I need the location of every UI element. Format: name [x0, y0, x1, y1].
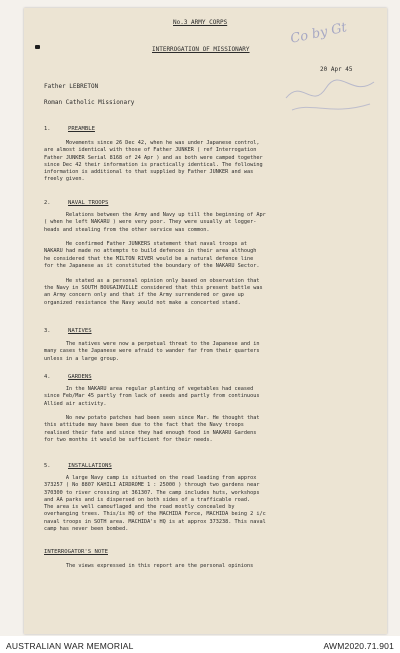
section-heading: NATIVES: [68, 328, 92, 334]
closing-text: The views expressed in this report are the personal opinions: [44, 563, 254, 569]
section-body: In the NAKARU area regular planting of vegetables had ceased since Feb/Mar 45 partly from lack of seeds and partly from continuous Allied air activity. No new potato patches had been seen since Mar. He thought that this attitude may have been due to the fact that the Navy troops realised their fate and since they had enough food in NAKARU Gardens for two months it would be sufficient for their needs.: [44, 386, 260, 444]
section-number: 5.: [44, 463, 51, 469]
document-title: INTERROGATION OF MISSIONARY: [152, 46, 250, 53]
document-page: [24, 8, 387, 634]
section-number: 2.: [44, 200, 51, 206]
section-body: A large Navy camp is situated on the road leading from approx 373257 ( No 8807 KAHILI AIRDROME 1 : 25000 ) through two gardens near 370300 to river crossing at 361307. The camp includes huts, workshops and AA parks and is dispersed on both sides of a trafficable road. The area is well camouflaged and the road mostly concealed by overhanging trees. This/is HQ of the MACHIDA Force, MACHIDA being 2 i/c naval troops in SOTH area. MACHIDA's HQ is at approx 373238. This naval camp has never been bombed.: [44, 475, 266, 533]
section-body: The natives were now a perpetual threat to the Japanese and in many cases the Japanese were afraid to wander far from their quarters unless in a large group.: [44, 341, 260, 362]
section-heading: NAVAL TROOPS: [68, 200, 109, 206]
closing-heading: INTERROGATOR'S NOTE: [44, 549, 108, 555]
handwritten-scribble: [282, 58, 382, 118]
section-number: 1.: [44, 126, 51, 132]
section-number: 4.: [44, 374, 51, 380]
document-date: 20 Apr 45: [320, 66, 353, 73]
section-body: Relations between the Army and Navy up till the beginning of Apr ( when he left NAKARU ) were very poor. They were usually at logger- heads and stealing from the other service was common. He confirmed Father JUNKERS statement that naval troops at NAKARU had made no attempts to build defences in their area although he considered that the MILTON RIVER would be a natural defence line for the Japanese as it constituted the boundary of the NAKARU Sector. He stated as a personal opinion only based on observation that the Navy in SOUTH BOUGAINVILLE considered that this present battle was an Army concern only and that if the Army surrendered or gave up organized resistance the Navy would not make a concerted stand.: [44, 212, 266, 306]
footer-credit: AUSTRALIAN WAR MEMORIAL: [6, 641, 134, 651]
handwritten-note: Co by Gt: [289, 20, 349, 47]
section-heading: GARDENS: [68, 374, 92, 380]
person-role: Roman Catholic Missionary: [44, 99, 135, 106]
person-name: Father LEBRETON: [44, 83, 99, 90]
document-header: No.3 ARMY CORPS: [173, 19, 228, 26]
punch-hole: [35, 45, 40, 49]
section-heading: PREAMBLE: [68, 126, 95, 132]
footer-accession-number: AWM2020.71.901: [323, 641, 394, 651]
section-heading: INSTALLATIONS: [68, 463, 112, 469]
section-body: Movements since 26 Dec 42, when he was under Japanese control, are almost identical with those of Father JUNKER ( ref Interrogation Father JUNKER Serial 8168 of 24 Apr ) and as both were camped together since Dec 42 their information is practically identical. The following information is additional to that supplied by Father JUNKER and was freely given.: [44, 140, 263, 183]
section-number: 3.: [44, 328, 51, 334]
